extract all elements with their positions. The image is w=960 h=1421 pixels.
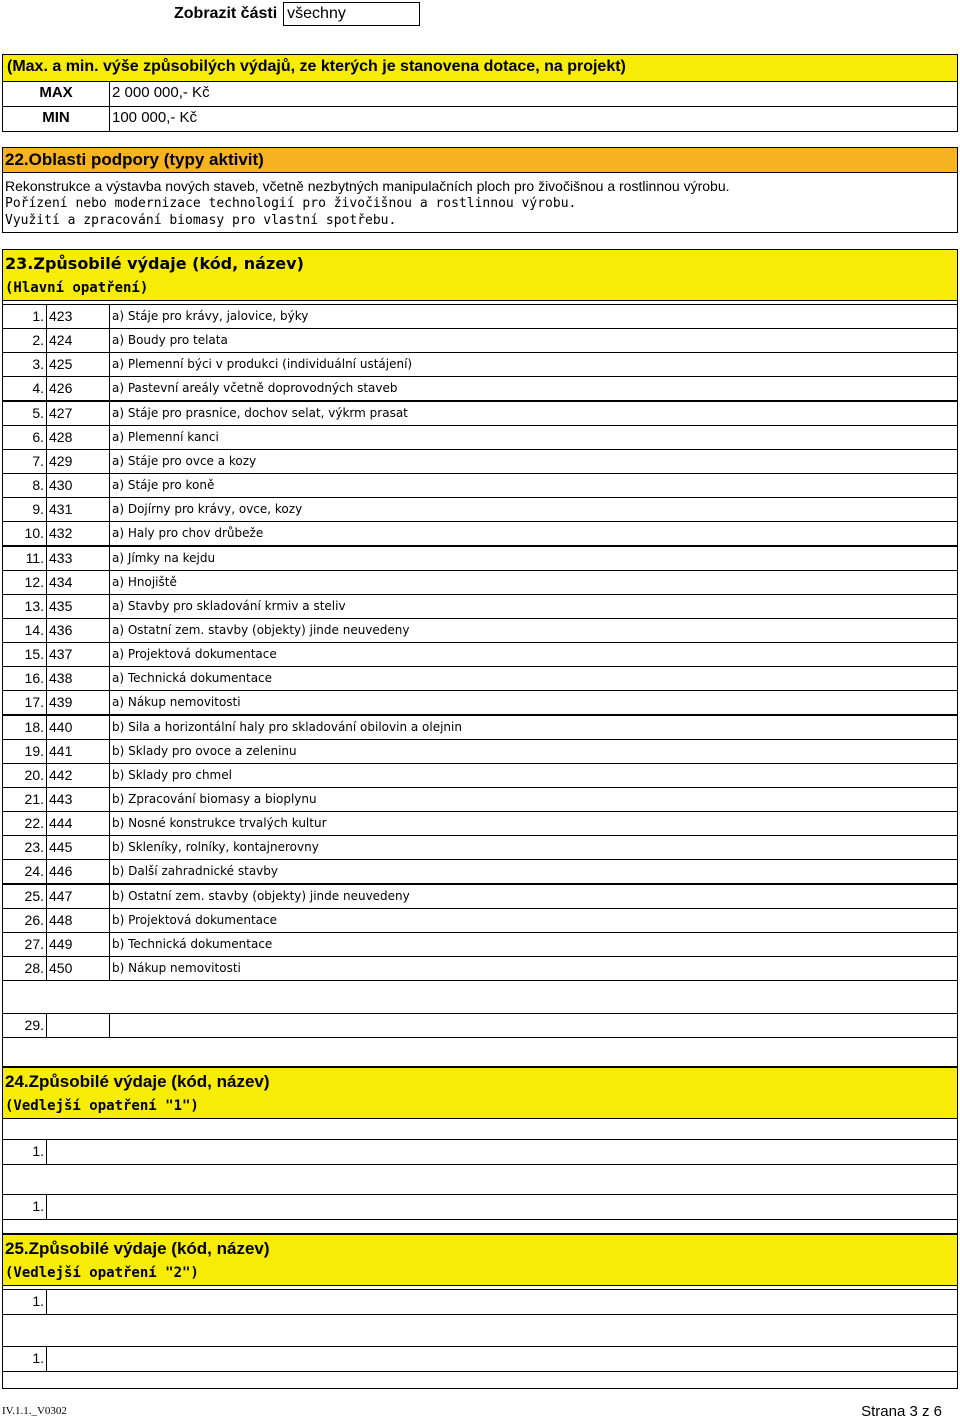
expense-name: a) Stáje pro prasnice, dochov selat, výkrm prasat [109, 401, 958, 426]
row-number: 22. [2, 811, 47, 836]
expense-name: b) Nosné konstrukce trvalých kultur [109, 811, 958, 836]
min-label: MIN [2, 106, 110, 132]
expense-name: a) Projektová dokumentace [109, 642, 958, 667]
row-number: 16. [2, 666, 47, 691]
expense-code: 431 [46, 497, 110, 522]
expense-code: 435 [46, 594, 110, 619]
row-number: 29. [2, 1013, 47, 1038]
expense-code: 437 [46, 642, 110, 667]
expense-code: 426 [46, 376, 110, 401]
row-number: 24. [2, 859, 47, 884]
row-number: 25. [2, 884, 47, 909]
expense-code: 423 [46, 304, 110, 329]
expense-name: a) Jímky na kejdu [109, 546, 958, 571]
row-number: 1. [2, 1346, 47, 1372]
expense-name: a) Plemenní býci v produkci (individuální ustájení) [109, 352, 958, 377]
expense-code: 442 [46, 763, 110, 788]
row-number: 14. [2, 618, 47, 643]
expense-name: b) Zpracování biomasy a bioplynu [109, 787, 958, 812]
max-label: MAX [2, 81, 110, 107]
expense-code: 444 [46, 811, 110, 836]
row-number: 2. [2, 328, 47, 353]
row-number: 9. [2, 497, 47, 522]
parts-select[interactable]: všechny [283, 2, 420, 26]
expense-code: 438 [46, 666, 110, 691]
row-number: 19. [2, 739, 47, 764]
expense-code: 446 [46, 859, 110, 884]
activity-line: Využití a zpracování biomasy pro vlastní spotřebu. [5, 213, 397, 228]
expense-code: 436 [46, 618, 110, 643]
row-number: 6. [2, 425, 47, 450]
section-22-title: 22.Oblasti podpory (typy aktivit) [2, 147, 958, 173]
expense-code: 439 [46, 690, 110, 715]
expense-name: b) Další zahradnické stavby [109, 859, 958, 884]
expense-name: b) Ostatní zem. stavby (objekty) jinde neuvedeny [109, 884, 958, 909]
max-value: 2 000 000,- Kč [109, 81, 958, 107]
row-number: 15. [2, 642, 47, 667]
expense-code: 434 [46, 570, 110, 595]
expense-name: a) Stáje pro ovce a kozy [109, 449, 958, 474]
section-25-header [2, 1234, 958, 1286]
row-number: 7. [2, 449, 47, 474]
expense-code: 425 [46, 352, 110, 377]
expense-code: 427 [46, 401, 110, 426]
expense-code: 430 [46, 473, 110, 498]
row-number: 18. [2, 715, 47, 740]
expense-code: 428 [46, 425, 110, 450]
row-number: 4. [2, 376, 47, 401]
expense-name: a) Stáje pro koně [109, 473, 958, 498]
expense-input[interactable] [46, 1194, 958, 1220]
expense-name: a) Haly pro chov drůbeže [109, 521, 958, 546]
expense-code: 424 [46, 328, 110, 353]
row-number: 20. [2, 763, 47, 788]
expense-input[interactable] [46, 1346, 958, 1372]
section-24 [2, 1067, 958, 1234]
expense-name: a) Ostatní zem. stavby (objekty) jinde neuvedeny [109, 618, 958, 643]
row-number: 8. [2, 473, 47, 498]
row-number: 17. [2, 690, 47, 715]
section-25-title: 25.Způsobilé výdaje (kód, název) [5, 1239, 270, 1258]
section-24-title: 24.Způsobilé výdaje (kód, název) [5, 1072, 270, 1091]
expense-code: 445 [46, 835, 110, 860]
expense-code: 429 [46, 449, 110, 474]
expense-name: b) Projektová dokumentace [109, 908, 958, 933]
expense-name: a) Boudy pro telata [109, 328, 958, 353]
section-24-subtitle: (Vedlejší opatření "1") [5, 1098, 199, 1114]
section-23-title: 23.Způsobilé výdaje (kód, název) [5, 254, 304, 273]
row-number: 13. [2, 594, 47, 619]
activity-line: Rekonstrukce a výstavba nových staveb, včetně nezbytných manipulačních ploch pro živočišnou a rostlinnou výrobu. [5, 178, 730, 194]
row-number: 1. [2, 1139, 47, 1165]
expense-code: 441 [46, 739, 110, 764]
row-number: 5. [2, 401, 47, 426]
row-number: 12. [2, 570, 47, 595]
expense-name: b) Sila a horizontální haly pro skladování obilovin a olejnin [109, 715, 958, 740]
expense-name: b) Sklady pro ovoce a zeleninu [109, 739, 958, 764]
limits-title: (Max. a min. výše způsobilých výdajů, ze kterých je stanovena dotace, na projekt) [2, 54, 958, 82]
row-number: 1. [2, 1194, 47, 1220]
section-23-header [2, 249, 958, 301]
section-25 [2, 1234, 958, 1389]
section-22 [2, 147, 958, 233]
limits-box [2, 54, 958, 132]
activity-line: Pořízení nebo modernizace technologií pro živočišnou a rostlinnou výrobu. [5, 196, 577, 211]
row-number: 10. [2, 521, 47, 546]
expense-name: a) Nákup nemovitosti [109, 690, 958, 715]
min-value: 100 000,- Kč [109, 106, 958, 132]
row-number: 28. [2, 956, 47, 981]
expense-code: 450 [46, 956, 110, 981]
expense-code: 448 [46, 908, 110, 933]
expense-name: a) Stavby pro skladování krmiv a steliv [109, 594, 958, 619]
expense-code: 447 [46, 884, 110, 909]
expense-code: 433 [46, 546, 110, 571]
expense-name: a) Plemenní kanci [109, 425, 958, 450]
expense-name: a) Stáje pro krávy, jalovice, býky [109, 304, 958, 329]
expense-code: 449 [46, 932, 110, 957]
expense-name: b) Sklady pro chmel [109, 763, 958, 788]
section-23-subtitle: (Hlavní opatření) [5, 280, 149, 296]
expense-code: 443 [46, 787, 110, 812]
row-number: 3. [2, 352, 47, 377]
row-number: 27. [2, 932, 47, 957]
row-number: 1. [2, 304, 47, 329]
expense-name: a) Pastevní areály včetně doprovodných staveb [109, 376, 958, 401]
row-number: 26. [2, 908, 47, 933]
row-number: 23. [2, 835, 47, 860]
expense-code: 432 [46, 521, 110, 546]
row-number: 1. [2, 1289, 47, 1315]
section-25-subtitle: (Vedlejší opatření "2") [5, 1265, 199, 1281]
expense-code-input[interactable] [46, 1013, 110, 1038]
expense-name: a) Dojírny pro krávy, ovce, kozy [109, 497, 958, 522]
row-number: 11. [2, 546, 47, 571]
page-number: Strana 3 z 6 [861, 1403, 942, 1420]
expense-name: b) Skleníky, rolníky, kontajnerovny [109, 835, 958, 860]
section-24-header [2, 1067, 958, 1119]
expense-name: b) Nákup nemovitosti [109, 956, 958, 981]
section-23 [2, 249, 958, 1067]
filter-label: Zobrazit části [174, 5, 278, 22]
activities-list [3, 178, 730, 229]
expense-code: 440 [46, 715, 110, 740]
row-number: 21. [2, 787, 47, 812]
expense-name: a) Technická dokumentace [109, 666, 958, 691]
form-id: IV.1.1._V0302 [2, 1405, 67, 1417]
expense-name: a) Hnojiště [109, 570, 958, 595]
filter-bar [174, 2, 420, 26]
expense-name: b) Technická dokumentace [109, 932, 958, 957]
expense-name-input[interactable] [109, 1013, 958, 1038]
expense-input[interactable] [46, 1289, 958, 1315]
expense-input[interactable] [46, 1139, 958, 1165]
